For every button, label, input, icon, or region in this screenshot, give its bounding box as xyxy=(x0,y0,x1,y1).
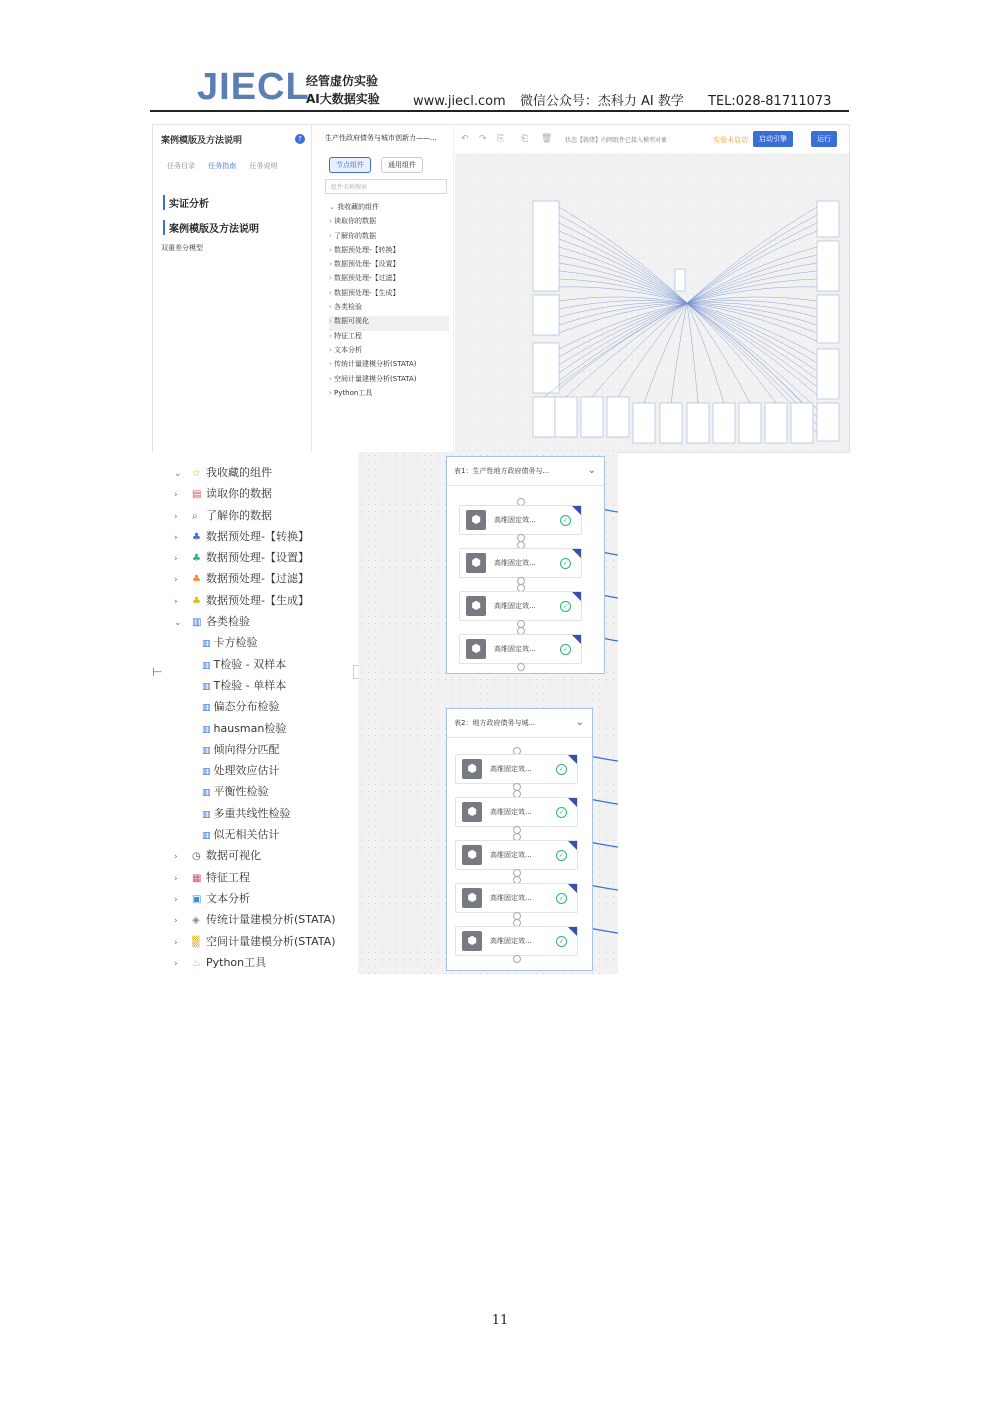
overview-link xyxy=(687,287,817,303)
page-number: 11 xyxy=(491,1313,509,1328)
category-icon: ♣ xyxy=(192,574,201,586)
tree-label: 文本分析 xyxy=(206,891,250,905)
guide-model-name: 双重差分模型 xyxy=(161,244,203,252)
check-icon: ✓ xyxy=(556,893,567,904)
check-icon: ✓ xyxy=(560,558,571,569)
tree-label: hausman检验 xyxy=(213,721,287,735)
bar-chart-icon: ▥ xyxy=(202,831,211,842)
workflow-graph-overview xyxy=(455,153,849,452)
website: www.jiecl.com xyxy=(413,94,506,109)
bar-chart-icon: ▥ xyxy=(202,660,211,671)
bar-chart-icon: ▥ xyxy=(202,703,211,714)
workflow-screenshot-detail xyxy=(150,452,618,974)
overview-group[interactable] xyxy=(817,295,839,343)
chevron-down-icon: ⌄ xyxy=(329,203,338,211)
check-icon: ✓ xyxy=(556,936,567,947)
model-node[interactable] xyxy=(455,840,578,870)
bar-chart-icon: ▥ xyxy=(202,724,211,735)
chevron-right-icon: › xyxy=(329,345,335,354)
delete-icon[interactable]: 🗑 xyxy=(541,134,553,144)
sub-tree-item[interactable] xyxy=(174,634,336,655)
chevron-right-icon: › xyxy=(329,303,335,312)
output-port[interactable] xyxy=(513,955,521,963)
chevron-down-icon[interactable]: ⌄ xyxy=(575,717,584,728)
mini-tree-item[interactable] xyxy=(329,388,449,402)
logo-subtitle-2: AI大数据实验 xyxy=(306,92,380,106)
tree-item[interactable] xyxy=(174,485,336,506)
tree-label: 卡方检验 xyxy=(213,636,258,650)
tree-label: 读取你的数据 xyxy=(206,487,272,501)
overview-link xyxy=(559,303,687,325)
sub-tree-item[interactable] xyxy=(174,720,336,741)
mini-tree-item[interactable] xyxy=(329,288,449,302)
engine-status: 状态【就绪】内网组件已接入模型对象 xyxy=(565,137,668,144)
tree-label: T检验 - 双样本 xyxy=(213,657,287,671)
wechat: 微信公众号：杰科力 AI 教学 xyxy=(519,94,684,109)
chevron-down-icon[interactable]: ⌄ xyxy=(174,618,182,629)
bar-chart-icon: ▥ xyxy=(202,767,211,778)
model-node[interactable] xyxy=(455,797,578,827)
cube-icon: ⬢ xyxy=(462,931,482,951)
node-corner-flag xyxy=(568,927,577,936)
overview-group[interactable] xyxy=(765,403,787,443)
mini-tree-label: 空间计量建模分析(STATA) xyxy=(334,374,417,383)
category-icon: ▥ xyxy=(192,617,202,629)
check-icon: ✓ xyxy=(560,644,571,655)
overview-link xyxy=(559,303,687,381)
node-label: 高维固定效... xyxy=(494,645,536,653)
component-tree xyxy=(174,464,336,974)
overview-group[interactable] xyxy=(687,403,709,443)
check-icon: ✓ xyxy=(556,850,567,861)
undo-icon[interactable]: ↶ xyxy=(461,134,469,144)
chevron-right-icon: › xyxy=(329,245,335,254)
node-corner-flag xyxy=(568,798,577,807)
check-icon: ✓ xyxy=(556,764,567,775)
help-icon[interactable]: ? xyxy=(295,134,305,144)
sub-tree-item[interactable] xyxy=(174,698,336,719)
chevron-right-icon: › xyxy=(329,360,335,369)
node-corner-flag xyxy=(568,755,577,764)
mini-tree-label: 读取你的数据 xyxy=(334,217,377,226)
chevron-right-icon: › xyxy=(329,274,335,283)
bar-chart-icon: ▥ xyxy=(202,788,211,799)
tree-item[interactable] xyxy=(174,869,336,890)
category-icon: ▒ xyxy=(192,936,200,948)
overview-link xyxy=(618,303,687,397)
mini-tree-item[interactable] xyxy=(329,316,449,330)
node-label: 高维固定效... xyxy=(494,559,536,567)
chevron-right-icon: › xyxy=(329,374,335,383)
tab-node-components[interactable]: 节点组件 xyxy=(329,157,371,173)
overview-link xyxy=(687,303,817,333)
overview-link xyxy=(644,303,687,403)
group-1-title: 表1：生产性地方政府债务与... xyxy=(454,467,550,475)
chevron-right-icon[interactable]: › xyxy=(174,554,178,565)
node-label: 高维固定效... xyxy=(494,516,536,524)
overview-hub[interactable] xyxy=(675,269,685,291)
guide-tabs xyxy=(167,161,288,171)
bar-chart-icon: ▥ xyxy=(202,639,211,650)
project-title: 生产性政府债务与城市创新力——... xyxy=(325,134,437,142)
overview-group[interactable] xyxy=(791,403,813,443)
tree-label: 平衡性检验 xyxy=(213,785,269,799)
tree-label: 我收藏的组件 xyxy=(206,466,272,479)
mini-tree-item[interactable] xyxy=(329,302,449,316)
overview-group[interactable] xyxy=(533,295,559,335)
cube-icon: ⬢ xyxy=(466,510,486,530)
tree-label: 传统计量建模分析(STATA) xyxy=(206,913,336,927)
workflow-canvas-overview[interactable] xyxy=(455,153,849,452)
overview-group[interactable] xyxy=(817,241,839,291)
header-contact xyxy=(413,90,841,109)
node-label: 高维固定效... xyxy=(490,851,532,859)
tree-label: 似无相关估计 xyxy=(213,828,280,842)
mini-tree-item[interactable] xyxy=(329,359,449,373)
overview-group[interactable] xyxy=(817,349,839,399)
sub-tree-item[interactable] xyxy=(174,677,336,698)
run-button[interactable]: 运行 xyxy=(811,131,837,147)
tree-label: 数据预处理-【生成】 xyxy=(206,593,309,607)
tree-item[interactable] xyxy=(174,890,336,911)
overview-group[interactable] xyxy=(817,403,839,441)
overview-group[interactable] xyxy=(533,397,555,437)
chevron-right-icon[interactable]: › xyxy=(174,937,178,948)
node-label: 高维固定效... xyxy=(490,808,532,816)
overview-link xyxy=(687,303,698,403)
chevron-down-icon[interactable]: ⌄ xyxy=(587,465,596,476)
overview-group[interactable] xyxy=(817,201,839,237)
mini-tree-item[interactable] xyxy=(329,345,449,359)
overview-link xyxy=(687,303,817,341)
chevron-right-icon: › xyxy=(329,317,335,326)
category-icon: ☆ xyxy=(192,468,201,479)
tree-label: 处理效应估计 xyxy=(213,764,280,778)
model-node[interactable] xyxy=(459,548,582,578)
overview-link xyxy=(687,279,817,303)
workflow-screenshot-overview xyxy=(152,124,850,453)
sub-tree-item[interactable] xyxy=(174,805,336,826)
category-icon: ♣ xyxy=(192,553,201,565)
chevron-right-icon[interactable]: › xyxy=(174,511,178,522)
tree-label: T检验 - 单样本 xyxy=(213,678,287,692)
node-corner-flag xyxy=(572,635,581,644)
guide-panel xyxy=(153,125,312,452)
tree-label: 特征工程 xyxy=(206,870,250,884)
mini-tree-label: 文本分析 xyxy=(334,345,363,354)
overview-link xyxy=(544,303,687,397)
bar-chart-icon: ▥ xyxy=(202,745,211,756)
mini-tree-item[interactable] xyxy=(329,259,449,273)
cube-icon: ⬢ xyxy=(466,596,486,616)
bar-chart-icon: ▥ xyxy=(202,681,211,692)
chevron-right-icon[interactable]: › xyxy=(174,596,178,607)
sub-tree-item[interactable] xyxy=(174,741,336,762)
tree-label: 数据预处理-【转换】 xyxy=(206,529,309,543)
tree-item[interactable] xyxy=(174,613,336,634)
mini-tree-label: 传统计量建模分析(STATA) xyxy=(334,360,417,369)
category-icon: ▣ xyxy=(192,893,202,905)
tree-item[interactable] xyxy=(174,911,336,932)
resize-handle-icon[interactable]: ⊢ xyxy=(152,665,163,679)
overview-link xyxy=(559,287,687,303)
tree-label: 多重共线性检验 xyxy=(213,806,291,820)
tree-label: 数据预处理-【设置】 xyxy=(206,551,309,565)
tree-item[interactable] xyxy=(174,592,336,613)
cube-icon: ⬢ xyxy=(466,639,486,659)
tree-label: 偏态分布检验 xyxy=(213,700,280,714)
sub-tree-item[interactable] xyxy=(174,783,336,804)
mini-tree-label: 各类检验 xyxy=(334,303,363,312)
overview-group[interactable] xyxy=(555,397,577,437)
node-label: 高维固定效... xyxy=(494,602,536,610)
tree-label: 各类检验 xyxy=(206,615,250,629)
mini-tree-item[interactable] xyxy=(329,231,449,245)
tree-item[interactable] xyxy=(174,847,336,868)
tree-label: 倾向得分匹配 xyxy=(213,742,280,756)
model-node[interactable] xyxy=(455,754,578,784)
tree-item[interactable] xyxy=(174,570,336,591)
logo-subtitle-1: 经管虚仿实验 xyxy=(306,74,379,88)
chevron-right-icon[interactable]: › xyxy=(174,958,178,969)
chevron-right-icon[interactable]: › xyxy=(174,916,178,927)
model-node[interactable] xyxy=(455,883,578,913)
guide-item-template[interactable]: 案例模版及方法说明 xyxy=(163,220,259,235)
check-icon: ✓ xyxy=(556,807,567,818)
tree-item[interactable] xyxy=(174,464,336,485)
model-node[interactable] xyxy=(459,591,582,621)
canvas-toolbar xyxy=(455,125,849,153)
cube-icon: ⬢ xyxy=(462,845,482,865)
chevron-right-icon[interactable]: › xyxy=(174,532,178,543)
mini-tree-label: 了解你的数据 xyxy=(334,231,377,240)
model-node[interactable] xyxy=(455,926,578,956)
group-2-header[interactable] xyxy=(447,709,592,738)
header-rule xyxy=(150,110,849,112)
category-icon: ▤ xyxy=(192,489,202,501)
model-node[interactable] xyxy=(459,634,582,664)
chevron-right-icon[interactable]: › xyxy=(174,894,178,905)
mini-tree-item[interactable] xyxy=(329,202,449,216)
tab-general-components[interactable]: 通用组件 xyxy=(381,157,423,173)
node-corner-flag xyxy=(572,506,581,515)
mini-tree-item[interactable] xyxy=(329,273,449,287)
category-icon: ◷ xyxy=(192,851,201,863)
overview-group[interactable] xyxy=(607,397,629,437)
node-label: 高维固定效... xyxy=(490,894,532,902)
chevron-right-icon[interactable]: › xyxy=(174,873,178,884)
group-2-title: 表2：地方政府债务与城... xyxy=(454,719,536,727)
tree-item[interactable] xyxy=(174,933,336,954)
tab-task-list[interactable]: 任务目录 xyxy=(167,162,195,170)
mini-tree-label: Python工具 xyxy=(334,388,373,397)
node-corner-flag xyxy=(572,549,581,558)
tree-label: 空间计量建模分析(STATA) xyxy=(206,934,336,948)
node-label: 高维固定效... xyxy=(490,765,532,773)
overview-group[interactable] xyxy=(581,397,603,437)
node-corner-flag xyxy=(568,884,577,893)
overview-link xyxy=(687,223,817,303)
chevron-right-icon: › xyxy=(329,388,335,397)
guide-item-empirical[interactable]: 实证分析 xyxy=(163,195,209,210)
check-icon: ✓ xyxy=(560,601,571,612)
experiment-warning: 实验未启动 xyxy=(713,136,748,144)
cube-icon: ⬢ xyxy=(466,553,486,573)
chevron-right-icon: › xyxy=(329,217,335,226)
copy-icon[interactable]: ⎘ xyxy=(497,134,505,144)
sub-tree-item[interactable] xyxy=(174,762,336,783)
chevron-right-icon[interactable]: › xyxy=(174,852,178,863)
tree-label: 数据可视化 xyxy=(206,849,261,863)
tree-label: 数据预处理-【过滤】 xyxy=(206,572,309,586)
redo-icon[interactable]: ↷ xyxy=(479,134,487,144)
group-table-1[interactable] xyxy=(446,456,605,674)
bar-chart-icon: ▥ xyxy=(202,809,211,820)
telephone: TEL:028-81711073 xyxy=(708,94,832,109)
node-corner-flag xyxy=(572,592,581,601)
start-engine-button[interactable]: 启动引擎 xyxy=(753,131,793,147)
category-icon: ♣ xyxy=(192,595,201,607)
mini-tree-label: 我收藏的组件 xyxy=(337,203,380,211)
check-icon: ✓ xyxy=(560,515,571,526)
chevron-right-icon[interactable]: › xyxy=(174,575,178,586)
cube-icon: ⬢ xyxy=(462,759,482,779)
chevron-right-icon[interactable]: › xyxy=(174,490,178,501)
category-icon: ▦ xyxy=(192,872,202,884)
overview-link xyxy=(687,303,817,387)
chevron-right-icon: › xyxy=(329,331,335,340)
chevron-right-icon: › xyxy=(329,231,335,240)
chevron-down-icon[interactable]: ⌄ xyxy=(174,469,182,479)
component-tree-mini xyxy=(329,202,449,402)
model-node[interactable] xyxy=(459,505,582,535)
sub-tree-item[interactable] xyxy=(174,826,336,847)
mini-tree-item[interactable] xyxy=(329,245,449,259)
mini-tree-label: 数据预处理-【转换】 xyxy=(334,245,400,254)
tree-item[interactable] xyxy=(174,507,336,528)
group-table-2[interactable] xyxy=(446,708,593,971)
tree-label: Python工具 xyxy=(206,955,267,969)
tree-item[interactable] xyxy=(174,528,336,549)
mini-tree-label: 数据预处理-【设置】 xyxy=(334,260,400,269)
tree-item[interactable] xyxy=(174,549,336,570)
paste-icon[interactable]: ⎗ xyxy=(521,134,529,144)
category-icon: ♨ xyxy=(192,957,201,969)
mini-tree-item[interactable] xyxy=(329,331,449,345)
guide-title: 案例模版及方法说明 xyxy=(161,136,243,146)
mini-tree-item[interactable] xyxy=(329,374,449,388)
output-port[interactable] xyxy=(517,663,525,671)
component-panel xyxy=(313,125,454,452)
tree-label: 了解你的数据 xyxy=(206,508,272,522)
overview-link xyxy=(687,303,776,403)
mini-tree-label: 数据预处理-【生成】 xyxy=(334,288,400,297)
node-corner-flag xyxy=(568,841,577,850)
category-icon: ◈ xyxy=(192,915,200,927)
overview-link xyxy=(559,303,687,389)
mini-tree-label: 数据可视化 xyxy=(334,317,370,326)
overview-group[interactable] xyxy=(633,403,655,443)
logo: JIECL xyxy=(197,66,310,108)
overview-group[interactable] xyxy=(739,403,761,443)
cube-icon: ⬢ xyxy=(462,802,482,822)
overview-group[interactable] xyxy=(533,201,559,291)
tab-task-guide[interactable]: 任务指南 xyxy=(208,162,237,170)
cube-icon: ⬢ xyxy=(462,888,482,908)
tab-task-notes[interactable]: 任务说明 xyxy=(249,162,278,170)
mini-tree-label: 特征工程 xyxy=(334,331,363,340)
chevron-right-icon: › xyxy=(329,288,335,297)
tree-item[interactable] xyxy=(174,954,336,974)
category-icon: ⌕ xyxy=(192,510,198,522)
workflow-canvas-detail[interactable] xyxy=(358,452,618,974)
node-label: 高维固定效... xyxy=(490,937,532,945)
category-icon: ♣ xyxy=(192,531,201,543)
overview-group[interactable] xyxy=(660,403,682,443)
overview-group[interactable] xyxy=(533,343,559,393)
component-search-input[interactable]: 组件名称搜索 xyxy=(325,179,447,194)
mini-tree-label: 数据预处理-【过滤】 xyxy=(334,274,400,283)
mini-tree-item[interactable] xyxy=(329,216,449,230)
overview-group[interactable] xyxy=(713,403,735,443)
sub-tree-item[interactable] xyxy=(174,656,336,677)
group-1-header[interactable] xyxy=(447,457,604,486)
chevron-right-icon: › xyxy=(329,260,335,269)
